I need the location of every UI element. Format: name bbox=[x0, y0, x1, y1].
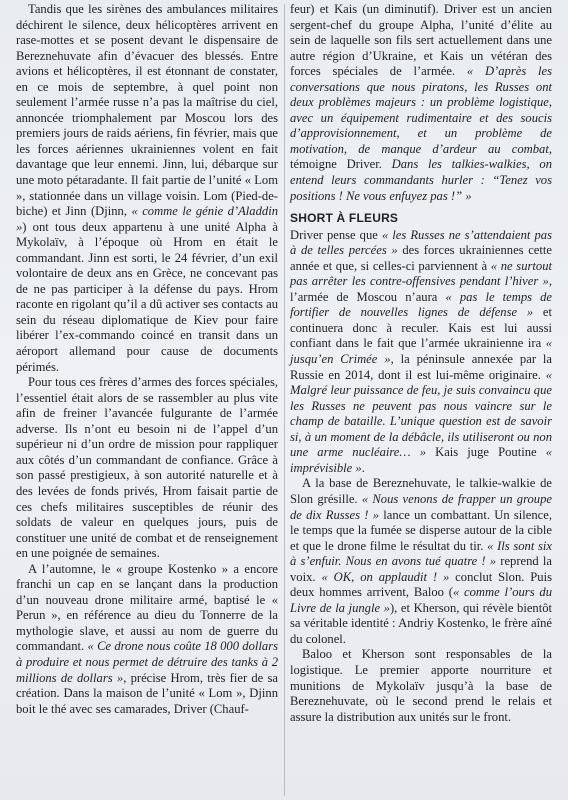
text-run: A l’automne, le « groupe Kostenko » a encore franchi un cap en se lançant dans la production d’un nouveau drone militaire armé, baptisé le « Perun », en référence au dieu du Tonnerre de la mythologie slave, et aussi au nom de guerre du commandant. bbox=[16, 561, 278, 654]
text-run: Tandis que les sirènes des ambulances militaires déchirent le silence, deux hélicoptères arrivent en rase-mottes et se posent devant le dispensaire de Bereznehuvate afin d’évacuer des blessés. Entre avions et hélicoptères, il est étonnant de constater, en ce mois de septembre, à quel point non seulement l’armée russe n’a pas la maîtrise du ciel, annoncée triomphalement par Moscou lors des premiers jours de raids aériens, fin février, mais que les forces aériennes ukrainiennes volent en fait davantage que leur ennemi. Jinn, lui, débarque sur une moto pétaradante. Il fait partie de l’unité « Lom », stationnée dans un village voisin. Lom (Pied-de-biche) et Jinn (Djinn, bbox=[16, 2, 278, 219]
left-paragraph-2 bbox=[16, 375, 278, 562]
article-column-right bbox=[290, 2, 552, 794]
right-paragraph-2 bbox=[290, 228, 552, 477]
left-paragraph-3 bbox=[16, 562, 278, 717]
text-run: ), et Kherson, qui révèle bientôt sa véritable identité : Andriy Kostenko, le frère aîné du colonel. bbox=[290, 600, 552, 646]
text-run: , précise Hrom, très fier de sa création. Dans la maison de l’unité « Lom », Djinn boit le thé avec ses camarades, Driver (Chauf- bbox=[16, 670, 279, 716]
text-run: feur) et Kais (un diminutif). Driver est un ancien sergent-chef du groupe Alpha, l’unité d’élite au sein de laquelle son fils sert actuellement dans une autre région d’Ukraine, et Kais un vétéran des forces spéciales de l’armée. bbox=[290, 2, 552, 79]
text-run: Driver pense que bbox=[290, 227, 382, 242]
text-run: Kais juge Poutine bbox=[426, 445, 546, 460]
column-divider bbox=[284, 4, 285, 796]
quote-run: « D’après les conversations que nous piratons, les Russes ont deux problèmes majeurs : un problème logistique, avec un équipement rudimentaire et des soucis d’approvisionnement, et un problème de motivation, de manque d’ardeur au combat, bbox=[290, 64, 552, 156]
quote-run: « jusqu’en Crimée » bbox=[290, 336, 552, 367]
right-paragraph-4 bbox=[290, 647, 552, 725]
text-run: reprend la voix. bbox=[290, 554, 552, 584]
right-paragraph-1 bbox=[290, 2, 552, 204]
quote-run: « Ils sont six à s’enfuir. Nous en avons tué quatre ! » bbox=[290, 538, 552, 569]
article-column-left bbox=[16, 2, 278, 794]
quote-run: « pas le temps de fortifier de nouvelles lignes de défense » bbox=[290, 289, 552, 320]
quote-run: « Malgré leur puissance de feu, je suis convaincu que les Russes ne peuvent pas nous vaincre sur le champ de bataille. L’unique question est de savoir si, à un moment de la débâcle, ils utiliseront ou non une arme nucléaire… » bbox=[290, 367, 552, 460]
quote-run: « ne surtout pas arrêter les contre-offensives pendant l’hiver » bbox=[290, 258, 552, 289]
quote-run: « comme le génie d’Aladdin » bbox=[16, 204, 278, 234]
text-run: conclut Slon. Puis deux hommes arrivent, Baloo ( bbox=[290, 569, 553, 600]
section-heading: SHORT À FLEURS bbox=[290, 211, 399, 226]
quote-run: « les Russes ne s’attendaient pas à de telles percées » bbox=[290, 227, 552, 258]
left-paragraph-1 bbox=[16, 2, 278, 375]
text-run: . bbox=[361, 460, 365, 475]
quote-run: « Nous venons de frapper un groupe de dix Russes ! » bbox=[290, 491, 552, 522]
quote-run: « Ce drone nous coûte 18 000 dollars à produire et nous permet de détruire des tanks à 2 millions de dollars » bbox=[16, 639, 278, 685]
text-run: Baloo et Kherson sont responsables de la logistique. Le premier apporte nourriture et munitions de Mykolaïv jusqu’à la base de Bereznehuvate, où le second prend le relais et assure la distribution aux unités sur le front. bbox=[290, 647, 552, 724]
text-run: témoigne Driver. bbox=[290, 157, 392, 172]
text-run: lance un combattant. Un silence, le temps que la fumée se disperse autour de la cible et que le drone filme le résultat du tir. bbox=[290, 507, 552, 553]
quote-run: « comme l’ours du Livre de la jungle » bbox=[290, 585, 552, 615]
right-paragraph-3 bbox=[290, 476, 552, 647]
text-run: , la péninsule annexée par la Russie en 2014, dont il est lui-même originaire. bbox=[290, 352, 552, 382]
text-run: ) ont tous deux appartenu à une unité Alpha à Mykolaïv, à l’époque où Hrom en était le commandant. Jinn est sorti, le 24 février, d’un exil volontaire de deux ans en Grèce, ne concevant pas de ne pas participer à la défense du pays. Hrom raconte en rigolant qu’il a dû activer ses contacts au sein du réseau diplomatique de Kiev pour faire libérer l’ex-commando coincé en transit dans un aéroport allemand pour cause de documents périmés. bbox=[16, 219, 278, 374]
text-run: des forces ukrainiennes cette année et que, si celles-ci parviennent à bbox=[290, 243, 552, 273]
text-run: Pour tous ces frères d’armes des forces spéciales, l’essentiel était alors de se rassembler au plus vite afin de freiner l’avancée fulgurante de l’armée adverse. Ils n’ont eu besoin ni de l’appel d’un supérieur ni d’un ordre de mission pour rappliquer aux côtés d’un commandant de confiance. Grâce à son passé prestigieux, à son autorité naturelle et à des levées de fonds privés, Hrom faisait partie de ces chefs militaires susceptibles de réunir des soldats de valeur en quelques jours, puis de constituer une unité de combat et de renseignement en une poignée de semaines. bbox=[16, 375, 278, 561]
quote-run: Dans les talkies-walkies, on entend leurs commandants hurler : “Tenez vos positions ! Ne vous enfuyez pas !” » bbox=[290, 157, 552, 203]
text-run: , l’armée de Moscou n’aura bbox=[290, 274, 552, 304]
text-run: A la base de Bereznehuvate, le talkie-walkie de Slon grésille. bbox=[290, 476, 552, 506]
quote-run: « imprévisible » bbox=[290, 445, 552, 475]
quote-run: « OK, on applaudit ! » bbox=[321, 569, 450, 584]
text-run: et continuera donc à reculer. Kais est lui aussi confiant dans le fait que l’armée ukrainienne ira bbox=[290, 305, 552, 351]
